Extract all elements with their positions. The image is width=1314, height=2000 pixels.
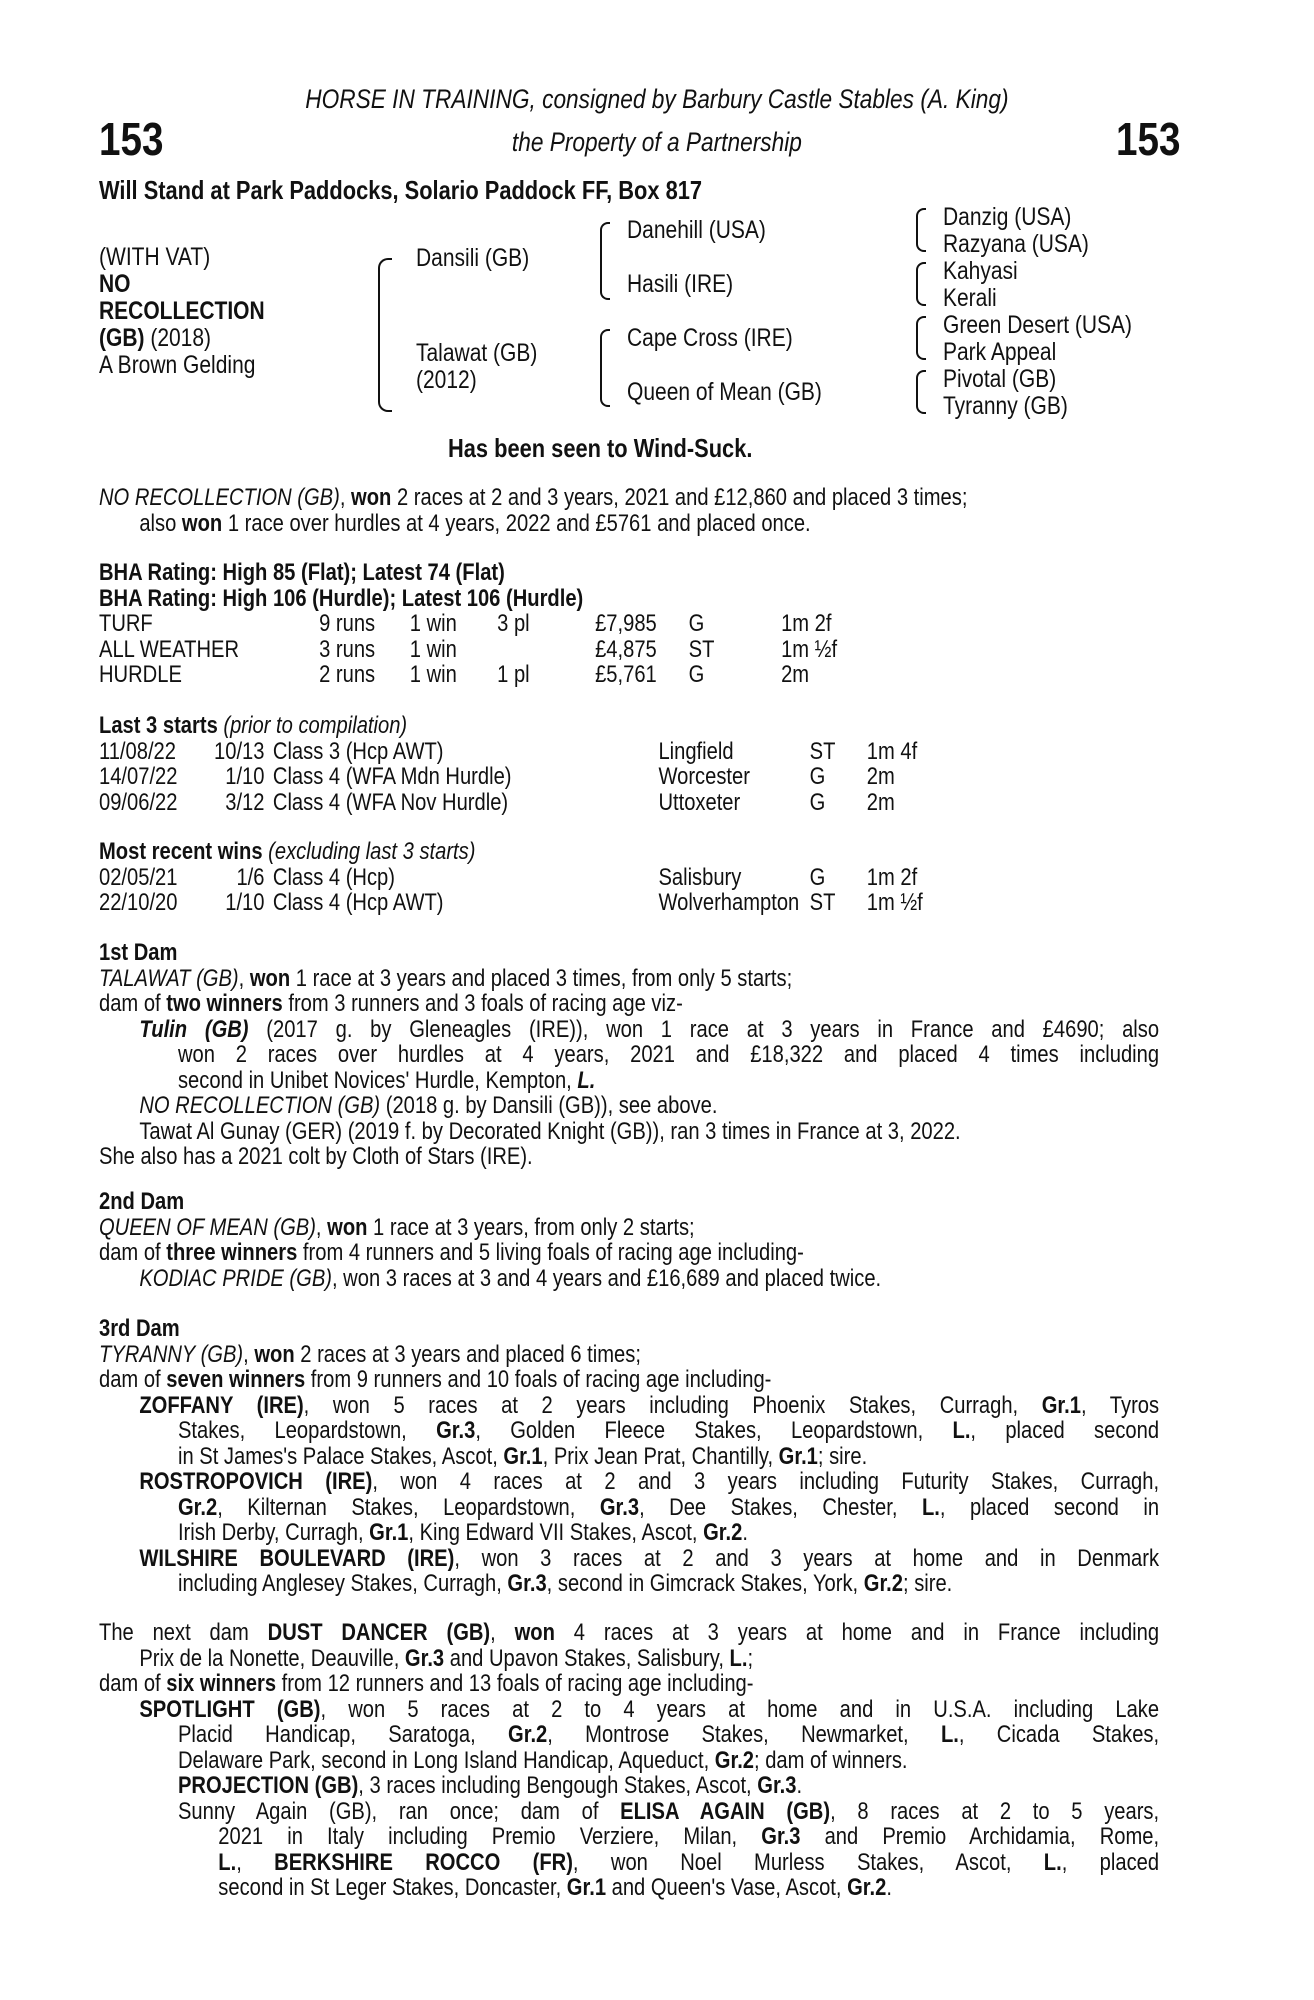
wilshire-text-2c: ; sire.: [902, 1570, 953, 1597]
elisa-line2: [99, 1824, 1159, 1850]
horse-name-line1: NO: [99, 270, 131, 298]
recent-wins-block: [99, 839, 1208, 916]
second-dam-won: won: [327, 1213, 368, 1241]
rating-surface: HURDLE: [99, 661, 182, 688]
pedigree-dam-year: (2012): [416, 366, 477, 394]
recent-win-row: [99, 865, 1208, 891]
wind-suck-notice: Has been seen to Wind-Suck.: [448, 433, 753, 463]
rostropovich-line2: [99, 1495, 1159, 1521]
third-dam-won: won: [254, 1340, 295, 1368]
wilshire-line1: [99, 1546, 1159, 1572]
pedigree-brace-main: [378, 258, 392, 412]
projection-name: PROJECTION (GB): [177, 1772, 359, 1799]
vat-label: (WITH VAT): [99, 243, 211, 271]
last-start-pos: 10/13: [214, 737, 265, 765]
pedigree-dam-dam: Queen of Mean (GB): [627, 378, 822, 406]
pedigree-dam-sire: Cape Cross (IRE): [627, 324, 793, 352]
rostro-text-1: , won 4 races at 2 and 3 years including Futurity Stakes, Curragh,: [372, 1468, 1160, 1495]
last-start-course: Uttoxeter: [658, 788, 741, 816]
zoffany-line3: [99, 1444, 1208, 1470]
norec-name: NO RECOLLECTION (GB): [139, 1092, 381, 1119]
listed-badge: L.: [921, 1493, 940, 1521]
recent-wins-note: (excluding last 3 starts): [268, 838, 476, 865]
next-dam-winners: six winners: [166, 1670, 277, 1697]
summary-also: also: [139, 509, 182, 537]
wilshire-text-2a: including Anglesey Stakes, Curragh,: [177, 1570, 508, 1597]
rostropovich-line3: [99, 1520, 1208, 1546]
pedigree-brace-g3-3: [916, 316, 926, 360]
third-dam-title: 3rd Dam: [99, 1315, 180, 1342]
next-dam-line1: [99, 1620, 1159, 1646]
rating-going: G: [688, 610, 705, 637]
listed-badge: L.: [952, 1417, 971, 1444]
second-dam-section: 2nd Dam QUEEN OF MEAN (GB), won 1 race at 3 years, from only 2 starts; dam of three winners from 4 runners and 5 living foals of racing age including- KODIAC PRIDE (GB), won 3 races at 3 and 4 years and £16,689 and placed twice.: [99, 1189, 1208, 1291]
spotlight-text-2b: , Montrose Stakes, Newmarket,: [547, 1721, 941, 1748]
rating-runs: 3 runs: [319, 635, 376, 663]
last-start-distance: 2m: [866, 788, 895, 816]
last-start-distance: 2m: [866, 763, 895, 790]
zoffany-text-2c: , placed second: [970, 1417, 1160, 1444]
horse-origin-year: [99, 325, 265, 352]
berkshire-line: [99, 1850, 1159, 1876]
last-start-row: [99, 790, 1208, 816]
recent-win-distance: 1m 2f: [866, 863, 918, 891]
rostro-text-2c: , placed second in: [939, 1493, 1160, 1521]
rating-placed: 3 pl: [497, 610, 530, 637]
third-dam-section: 3rd Dam TYRANNY (GB), won 2 races at 3 years and placed 6 times; dam of seven winners from 9 runners and 10 foals of racing age including- ZOFFANY (IRE), won 5 races at 2 years including Phoenix Stakes, Curragh, Gr.1, Tyros Stakes, Leopardstown, Gr.3, Golden Fleece Stakes, Leopardstown, L., placed second in St James's Palace Stakes, Ascot, Gr.1, Prix Jean Prat, Chantilly, Gr.1; sire. ROSTROPOVICH (IRE), won 4 races at 2 and 3 years including Futurity Stakes, Curragh, Gr.2, Kilternan Stakes, Leopardstown, Gr.3, Dee Stakes, Chester, L., placed second in Irish Derby, Curragh, Gr.1, King Edward VII Stakes, Ascot, Gr.2. WILSHIRE BOULEVARD (IRE), won 3 races at 2 and 3 years at home and in Denmark including Anglesey Stakes, Curragh, Gr.3, second in Gimcrack Stakes, York, Gr.2; sire.: [99, 1316, 1208, 1597]
norec-note: (2018 g. by Dansili (GB)), see above.: [380, 1092, 718, 1119]
grade-badge: Gr.1: [369, 1519, 409, 1546]
wilshire-name: WILSHIRE BOULEVARD (IRE): [139, 1544, 455, 1572]
zoffany-line2: [99, 1418, 1159, 1444]
pedigree-dam: Talawat (GB): [416, 339, 538, 367]
elisa-again-name: ELISA AGAIN (GB): [620, 1797, 831, 1825]
pedigree-brace-g3-4: [916, 370, 926, 414]
pedigree-brace-g3-2: [916, 262, 926, 306]
summary-sep: ,: [339, 484, 352, 511]
last-start-date: 09/06/22: [99, 788, 178, 816]
rating-surface: TURF: [99, 610, 153, 637]
lot-number-right: 153: [1116, 113, 1181, 165]
spotlight-line3: [99, 1748, 1208, 1774]
horse-year: (2018): [150, 324, 212, 352]
grade-badge: Gr.3: [436, 1417, 476, 1444]
grade-badge: Gr.3: [761, 1823, 801, 1850]
berkshire-text-c: , placed: [1061, 1848, 1160, 1876]
last-starts-title: Last 3 starts: [99, 712, 218, 739]
rostropovich-line1: [99, 1469, 1159, 1495]
third-dam-name: TYRANNY (GB): [99, 1340, 244, 1368]
pedigree-g3-razyana: Razyana (USA): [943, 230, 1089, 258]
rostro-text-3b: , King Edward VII Stakes, Ascot,: [408, 1519, 704, 1546]
rating-placed: 1 pl: [497, 661, 530, 688]
rating-prize: £7,985: [595, 610, 657, 637]
summary-won-2: won: [181, 509, 223, 537]
summary-hurdle-record: 1 race over hurdles at 4 years, 2022 and £5761 and placed once.: [222, 509, 811, 537]
horse-name-line2: RECOLLECTION: [99, 297, 265, 325]
last-start-course: Lingfield: [658, 737, 734, 765]
listed-badge: L.: [1043, 1848, 1062, 1876]
spotlight-text-2c: , Cicada Stakes,: [958, 1721, 1160, 1748]
last-start-pos: 1/10: [225, 763, 265, 790]
wilshire-line2: [99, 1571, 1208, 1597]
rating-runs: 9 runs: [319, 610, 376, 637]
spotlight-text-1: , won 5 races at 2 to 4 years at home and in U.S.A. including Lake: [320, 1695, 1160, 1723]
next-dam-text-1: 4 races at 3 years at home and in France including: [554, 1619, 1160, 1646]
pedigree-g3-green-desert: Green Desert (USA): [943, 311, 1133, 339]
tulin-name: Tulin (GB): [139, 1015, 249, 1043]
next-dam-text-2c: ;: [747, 1644, 754, 1672]
third-dam-winners: seven winners: [166, 1366, 306, 1393]
wilshire-text-2b: , second in Gimcrack Stakes, York,: [546, 1570, 864, 1597]
spotlight-line1: [99, 1697, 1159, 1723]
elisa-text-3a: ,: [236, 1848, 275, 1876]
horse-suffix: (GB): [99, 324, 145, 352]
recent-win-pos: 1/10: [225, 889, 265, 916]
third-dam-record: 2 races at 3 years and placed 6 times;: [294, 1340, 641, 1368]
pedigree-brace-g3-1: [916, 208, 926, 252]
recent-win-going: ST: [809, 889, 836, 916]
last-starts-note: (prior to compilation): [223, 712, 408, 739]
second-dam-record: 1 race at 3 years, from only 2 starts;: [367, 1213, 695, 1241]
zoffany-text-2a: Stakes, Leopardstown,: [177, 1417, 437, 1444]
next-dam-line2: [99, 1646, 1208, 1672]
first-dam-produce: from 3 runners and 3 foals of racing age viz-: [282, 990, 683, 1017]
grade-badge: Gr.2: [508, 1721, 548, 1748]
horse-identity: [99, 244, 265, 379]
third-dam-produce: from 9 runners and 10 foals of racing age including-: [305, 1366, 772, 1393]
last-start-going: ST: [809, 737, 836, 765]
grade-badge: Gr.1: [778, 1442, 818, 1470]
spotlight-line2: [99, 1722, 1159, 1748]
next-dam-line3: [99, 1671, 1208, 1697]
grade-badge: Gr.3: [757, 1772, 797, 1799]
first-dam-also: She also has a 2021 colt by Cloth of Stars (IRE).: [99, 1143, 533, 1170]
last-start-row: [99, 764, 1208, 790]
tulin-line1: (2017 g. by Gleneagles (IRE)), won 1 race at 3 years in France and £4690; also: [248, 1015, 1160, 1043]
recent-win-course: Salisbury: [658, 863, 742, 891]
bha-rating-flat: BHA Rating: High 85 (Flat); Latest 74 (Flat): [99, 559, 505, 586]
spotlight-text-2a: Placid Handicap, Saratoga,: [177, 1721, 509, 1748]
projection-text-a: , 3 races including Bengough Stakes, Ascot,: [358, 1772, 758, 1799]
next-dam-text-3a: dam of: [99, 1670, 167, 1697]
lot-number-left: 153: [99, 113, 164, 165]
recent-win-distance: 1m ½f: [866, 889, 923, 916]
rostro-text-3c: .: [742, 1519, 748, 1546]
first-dam-won: won: [249, 964, 291, 992]
next-dam-prefix: The next dam: [99, 1619, 268, 1646]
rating-row: [99, 637, 1208, 663]
grade-badge: Gr.1: [1041, 1391, 1081, 1419]
dust-dancer-name: DUST DANCER (GB): [267, 1619, 491, 1646]
pedigree-g3-tyranny: Tyranny (GB): [943, 392, 1068, 420]
last-start-pos: 3/12: [225, 788, 265, 816]
rating-wins: 1 win: [409, 661, 457, 688]
grade-badge: Gr.2: [863, 1570, 903, 1597]
recent-win-race: Class 4 (Hcp AWT): [272, 889, 444, 916]
second-dam-prefix: dam of: [99, 1239, 167, 1266]
spotlight-text-3b: ; dam of winners.: [754, 1746, 908, 1774]
rating-distance: 2m: [781, 661, 810, 688]
berkshire-text-4c: .: [886, 1874, 892, 1901]
tulin-line2: won 2 races over hurdles at 4 years, 2021 and £18,322 and placed 4 times including: [177, 1041, 1160, 1068]
grade-badge: Gr.1: [503, 1442, 543, 1470]
second-dam-winners: three winners: [166, 1239, 298, 1266]
kodiac-record: , won 3 races at 3 and 4 years and £16,689 and placed twice.: [331, 1264, 882, 1292]
property-line: the Property of a Partnership: [511, 127, 802, 157]
tulin-line3: second in Unibet Novices' Hurdle, Kempton,: [177, 1066, 578, 1094]
recent-win-course: Wolverhampton: [658, 889, 800, 916]
rating-going: G: [688, 661, 705, 688]
stand-location: Will Stand at Park Paddocks, Solario Paddock FF, Box 817: [99, 175, 703, 205]
next-dam-text-2b: and Upavon Stakes, Salisbury,: [444, 1644, 730, 1672]
tawat-line: Tawat Al Gunay (GER) (2019 f. by Decorated Knight (GB)), ran 3 times in France at 3, 2022.: [139, 1117, 961, 1145]
summary-won: won: [351, 484, 392, 511]
sunny-again-text-b: , 8 races at 2 to 5 years,: [830, 1797, 1160, 1825]
consignment-line: HORSE IN TRAINING, consigned by Barbury Castle Stables (A. King): [305, 84, 1009, 114]
elisa-text-2a: 2021 in Italy including Premio Verziere, Milan,: [218, 1823, 762, 1850]
last-start-course: Worcester: [658, 763, 750, 790]
grade-badge: Gr.2: [703, 1519, 743, 1546]
race-summary: [99, 485, 1208, 536]
grade-badge: Gr.2: [847, 1874, 887, 1901]
listed-badge: L.: [729, 1644, 748, 1672]
last-start-going: G: [809, 763, 826, 790]
next-dam-sep: ,: [490, 1619, 515, 1646]
last-start-date: 14/07/22: [99, 763, 178, 790]
pedigree-sire: Dansili (GB): [416, 244, 530, 272]
zoffany-text-1: , won 5 races at 2 years including Phoenix Stakes, Curragh,: [303, 1391, 1042, 1419]
pedigree-g3-kerali: Kerali: [943, 284, 997, 312]
pedigree-sire-sire: Danehill (USA): [627, 216, 766, 244]
rating-distance: 1m ½f: [781, 635, 838, 663]
ratings-table: [99, 611, 1208, 688]
pedigree-sire-dam: Hasili (IRE): [627, 270, 734, 298]
zoffany-text-3a: in St James's Palace Stakes, Ascot,: [177, 1442, 504, 1470]
summary-horse-name: NO RECOLLECTION (GB): [99, 484, 340, 511]
berkshire-text-4b: and Queen's Vase, Ascot,: [606, 1874, 848, 1901]
zoffany-name: ZOFFANY (IRE): [139, 1391, 304, 1419]
berkshire-line2: [99, 1875, 1208, 1901]
grade-badge: Gr.2: [714, 1746, 755, 1774]
first-dam-title: 1st Dam: [99, 939, 178, 966]
kodiac-name: KODIAC PRIDE (GB): [139, 1264, 332, 1292]
next-dam-won: won: [514, 1619, 555, 1646]
second-dam-produce: from 4 runners and 5 living foals of racing age including-: [297, 1239, 804, 1266]
pedigree-g3-park-appeal: Park Appeal: [943, 338, 1057, 366]
elisa-text-2b: and Premio Archidamia, Rome,: [800, 1823, 1160, 1850]
rating-wins: 1 win: [409, 610, 457, 637]
listed-badge: L.: [218, 1848, 237, 1876]
listed-badge: L.: [940, 1721, 959, 1748]
next-dam-section: [99, 1620, 1208, 1901]
first-dam-record: 1 race at 3 years and placed 3 times, from only 5 starts;: [290, 964, 793, 992]
recent-win-date: 22/10/20: [99, 889, 178, 916]
zoffany-text-2b: , Golden Fleece Stakes, Leopardstown,: [475, 1417, 953, 1444]
recent-win-race: Class 4 (Hcp): [272, 863, 395, 891]
second-dam-title: 2nd Dam: [99, 1188, 185, 1215]
grade-badge: Gr.2: [177, 1493, 218, 1521]
sunny-again-line1: [99, 1799, 1159, 1825]
next-dam-text-3c: from 12 runners and 13 foals of racing age including-: [276, 1670, 754, 1697]
last-start-row: [99, 739, 1208, 765]
recent-win-row: [99, 890, 1208, 916]
spotlight-text-3a: Delaware Park, second in Long Island Handicap, Aqueduct,: [177, 1746, 715, 1774]
berkshire-text-b: , won Noel Murless Stakes, Ascot,: [572, 1848, 1044, 1876]
last-start-race: Class 4 (WFA Mdn Hurdle): [272, 763, 512, 790]
rating-going: ST: [688, 635, 715, 663]
rating-row: [99, 611, 1208, 637]
zoffany-text-3c: ; sire.: [817, 1442, 868, 1470]
pedigree-brace-sire: [600, 222, 610, 300]
grade-badge: Gr.3: [507, 1570, 547, 1597]
rostro-text-2a: , Kilternan Stakes, Leopardstown,: [217, 1493, 600, 1521]
rating-prize: £4,875: [595, 635, 657, 663]
tulin-listed: L.: [577, 1066, 596, 1094]
last-starts-block: [99, 713, 1208, 815]
last-start-race: Class 3 (Hcp AWT): [272, 737, 444, 765]
rostropovich-name: ROSTROPOVICH (IRE): [139, 1468, 373, 1495]
recent-wins-title: Most recent wins: [99, 838, 263, 865]
pedigree-brace-dam: [600, 329, 610, 407]
pedigree-g3-pivotal: Pivotal (GB): [943, 365, 1057, 393]
grade-badge: Gr.1: [566, 1874, 607, 1901]
grade-badge: Gr.3: [599, 1493, 640, 1521]
rating-surface: ALL WEATHER: [99, 635, 240, 663]
rating-wins: 1 win: [409, 635, 457, 663]
bha-rating-hurdle: BHA Rating: High 106 (Hurdle); Latest 106 (Hurdle): [99, 584, 584, 612]
projection-text-b: .: [796, 1772, 803, 1799]
recent-win-pos: 1/6: [236, 863, 265, 891]
rostro-text-3a: Irish Derby, Curragh,: [177, 1519, 370, 1546]
projection-line: [99, 1773, 1208, 1799]
pedigree-g3-kahyasi: Kahyasi: [943, 257, 1018, 285]
sunny-again-text-a: Sunny Again (GB), ran once; dam of: [177, 1797, 621, 1825]
horse-description: A Brown Gelding: [99, 351, 256, 379]
rating-row: [99, 662, 1208, 688]
first-dam-winners: two winners: [166, 990, 283, 1017]
wilshire-text-1: , won 3 races at 2 and 3 years at home and in Denmark: [454, 1544, 1160, 1572]
zoffany-text-1e: , Tyros: [1080, 1391, 1160, 1419]
third-dam-prefix: dam of: [99, 1366, 167, 1393]
recent-wins-table: [99, 865, 1208, 916]
last-start-going: G: [809, 788, 826, 816]
rating-distance: 1m 2f: [781, 610, 832, 637]
ratings-block: [99, 560, 1208, 688]
zoffany-text-3b: , Prix Jean Prat, Chantilly,: [542, 1442, 779, 1470]
second-dam-name: QUEEN OF MEAN (GB): [99, 1213, 316, 1241]
pedigree-g3-danzig: Danzig (USA): [943, 203, 1072, 231]
summary-flat-record: 2 races at 2 and 3 years, 2021 and £12,860 and placed 3 times;: [391, 484, 968, 511]
last-start-distance: 1m 4f: [866, 737, 918, 765]
last-starts-table: [99, 739, 1208, 816]
last-start-race: Class 4 (WFA Nov Hurdle): [272, 788, 509, 816]
grade-badge: Gr.3: [404, 1644, 445, 1672]
rating-runs: 2 runs: [319, 661, 376, 688]
rating-prize: £5,761: [595, 661, 657, 688]
recent-win-date: 02/05/21: [99, 863, 178, 891]
first-dam-section: 1st Dam TALAWAT (GB), won 1 race at 3 years and placed 3 times, from only 5 starts; dam of two winners from 3 runners and 3 foals of racing age viz- Tulin (GB) (2017 g. by Gleneagles (IRE)), won 1 race at 3 years in France and £4690; also won 2 races over hurdles at 4 years, 2021 and £18,322 and placed 4 times including second in Unibet Novices' Hurdle, Kempton, L. NO RECOLLECTION (GB) (2018 g. by Dansili (GB)), see above. Tawat Al Gunay (GER) (2019 f. by Decorated Knight (GB)), ran 3 times in France at 3, 2022. She also has a 2021 colt by Cloth of Stars (IRE).: [99, 940, 1208, 1170]
recent-win-going: G: [809, 863, 826, 891]
berkshire-rocco-name: BERKSHIRE ROCCO (FR): [274, 1848, 573, 1876]
rostro-text-2b: , Dee Stakes, Chester,: [639, 1493, 922, 1521]
zoffany-line1: [99, 1393, 1159, 1419]
first-dam-prefix: dam of: [99, 990, 167, 1017]
last-start-date: 11/08/22: [99, 737, 176, 765]
berkshire-text-4a: second in St Leger Stakes, Doncaster,: [218, 1874, 567, 1901]
spotlight-name: SPOTLIGHT (GB): [139, 1695, 321, 1723]
first-dam-name: TALAWAT (GB): [99, 964, 239, 992]
next-dam-text-2a: Prix de la Nonette, Deauville,: [139, 1644, 405, 1672]
